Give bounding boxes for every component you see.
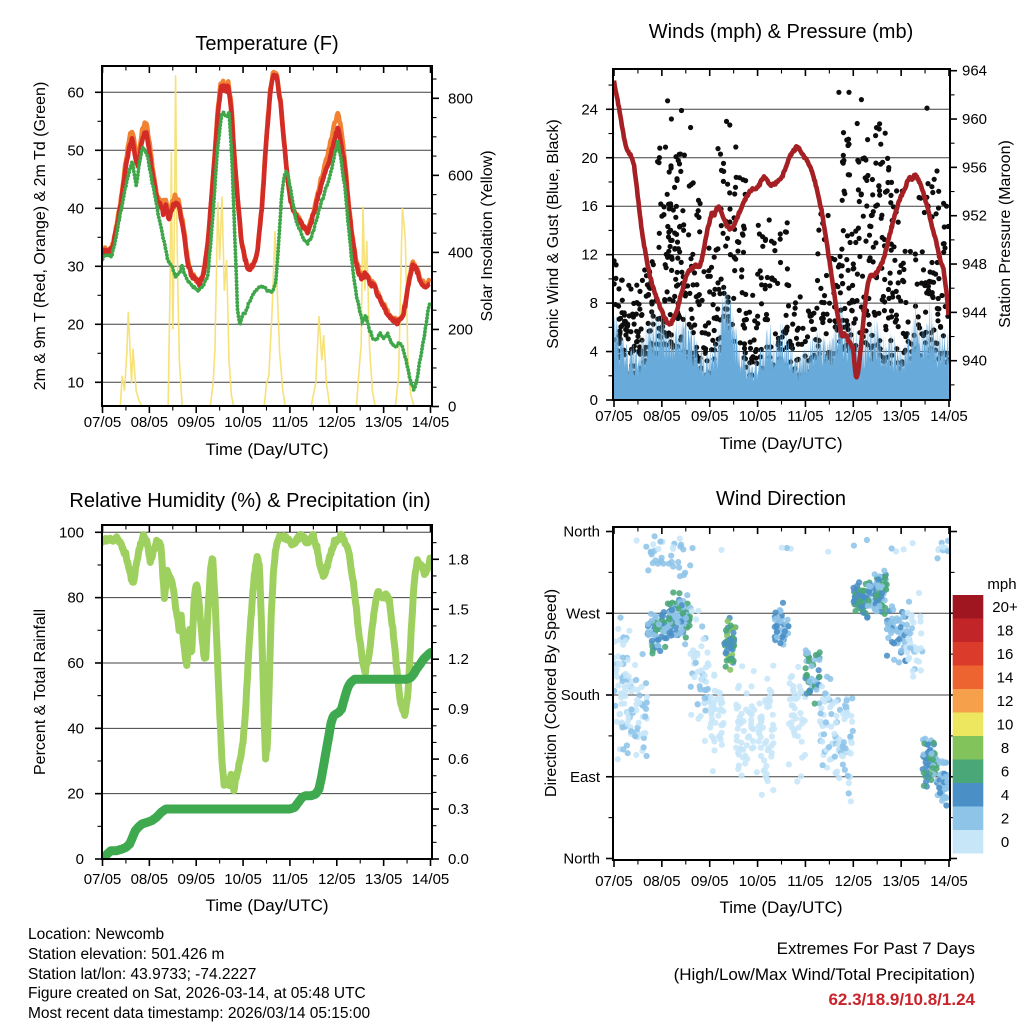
temperature-series [103,72,431,406]
x-tick: 12/05 [318,414,356,431]
y-right-axis-label: Solar Insolation (Yellow) [479,150,496,322]
colorbar-level-label: 8 [1000,739,1010,757]
y-left-axis-label: 2m & 9m T (Red, Orange) & 2m Td (Green) [32,81,49,391]
y-left-tick: 24 [581,101,598,119]
x-tick: 07/05 [83,414,122,431]
x-tick: 12/05 [834,408,873,425]
colorbar-swatch [953,830,984,854]
extremes-summary [674,936,975,1013]
y-left-tick: 10 [67,374,84,392]
x-tick: 13/05 [364,871,403,888]
y-right-tick: 800 [448,90,474,108]
x-tick: 07/05 [83,871,122,888]
colorbar-level-label: 12 [996,692,1014,710]
y-right-tick: 1.8 [448,551,469,569]
y-left-tick: 100 [58,524,84,542]
x-tick: 10/05 [738,408,777,425]
y-right-tick: 200 [448,321,474,339]
station-info [28,925,370,1024]
y-left-tick: 0 [589,392,598,409]
panel-wind-direction [543,488,1018,917]
x-tick: 11/05 [271,414,309,431]
extremes-values: 62.3/18.9/10.8/1.24 [828,990,975,1009]
speed-colorbar [953,576,1018,854]
y-left-tick: 40 [67,720,84,738]
colorbar-swatch [953,760,984,784]
y-right-tick: 0.6 [448,751,469,769]
y-left-tick: 30 [67,258,84,276]
x-tick: 10/05 [224,414,262,431]
colorbar-level-label: 14 [996,669,1014,687]
colorbar-swatch [953,619,984,643]
direction-dots [611,533,951,808]
x-tick: 08/05 [130,871,169,888]
colorbar-level-label: 20+ [992,598,1018,616]
x-tick: 10/05 [224,871,262,888]
winds-series [612,81,952,400]
y-right-tick: 960 [962,111,988,129]
colorbar-swatch [953,642,984,666]
x-tick: 12/05 [834,873,873,890]
colorbar-level-label: 16 [996,645,1014,663]
y-left-tick: 20 [581,149,598,167]
y-direction-tick: North [563,850,600,868]
y-left-tick: 60 [67,654,84,672]
colorbar-unit-label: mph [987,576,1017,593]
colorbar-swatch [953,595,984,619]
y-left-tick: 40 [67,200,84,218]
x-tick: 11/05 [271,871,309,888]
y-right-tick: 400 [448,244,474,262]
y-left-tick: 80 [67,589,84,607]
colorbar-swatch [953,689,984,713]
y-left-axis-label: Percent & Total Rainfall [32,608,49,776]
x-tick: 13/05 [364,414,403,431]
y-left-tick: 16 [581,198,598,216]
x-tick: 08/05 [130,414,169,431]
y-direction-tick: East [569,768,600,786]
y-right-tick: 964 [962,62,988,80]
panel-temperature [32,33,496,459]
panel-title: Winds (mph) & Pressure (mb) [648,21,914,43]
y-left-tick: 50 [67,142,84,160]
temp-9m-line [103,72,430,321]
x-tick: 11/05 [787,873,824,890]
x-tick: 13/05 [882,873,920,890]
y-right-tick: 944 [962,304,988,322]
y-right-tick: 1.2 [448,651,469,669]
y-left-tick: 12 [581,246,598,264]
x-tick: 14/05 [411,871,450,888]
figure-created: Figure created on Sat, 2026-03-14, at 05:48 UTC [28,985,366,1003]
y-left-tick: 60 [67,84,84,102]
y-right-tick: 0.0 [448,851,469,868]
colorbar-level-label: 2 [1000,810,1010,828]
y-right-tick: 956 [962,159,988,177]
y-right-tick: 940 [962,352,988,370]
y-right-tick: 0 [448,398,457,416]
station-elevation: Station elevation: 501.426 m [28,945,225,963]
y-right-tick: 600 [448,167,474,185]
x-tick: 07/05 [595,408,633,425]
colorbar-swatch [953,783,984,807]
colorbar-level-label: 18 [996,622,1014,640]
y-right-tick: 948 [962,256,988,274]
y-direction-tick: North [563,523,600,541]
panel-winds-pressure [545,21,1014,453]
x-tick: 08/05 [643,408,681,425]
y-right-tick: 952 [962,207,988,225]
colorbar-swatch [953,713,984,737]
y-right-tick: 0.3 [448,801,469,819]
extremes-title: Extremes For Past 7 Days [776,939,975,958]
x-tick: 14/05 [930,408,968,425]
x-tick: 09/05 [177,414,215,431]
extremes-subtitle: (High/Low/Max Wind/Total Precipitation) [673,964,975,984]
y-left-tick: 20 [67,785,84,803]
x-tick: 10/05 [738,873,777,890]
x-tick: 08/05 [643,873,681,890]
y-right-tick: 0.9 [448,701,469,719]
x-tick: 07/05 [595,873,633,890]
y-left-tick: 20 [67,316,84,334]
colorbar-level-label: 0 [1000,833,1010,851]
colorbar-level-label: 4 [1000,786,1010,804]
data-timestamp: Most recent data timestamp: 2026/03/14 05:15:00 [28,1005,371,1023]
x-tick: 12/05 [318,871,356,888]
y-direction-tick: South [560,687,600,704]
colorbar-level-label: 6 [1000,763,1010,781]
colorbar-level-label: 10 [996,716,1014,734]
y-left-tick: 4 [589,343,598,361]
x-axis-label: Time (Day/UTC) [719,898,843,917]
x-tick: 14/05 [411,414,450,431]
panel-humidity-precip [32,490,469,915]
x-tick: 11/05 [787,408,824,425]
y-axis-label: Direction (Colored By Speed) [543,588,560,798]
panel-title: Relative Humidity (%) & Precipitation (in) [69,490,431,512]
y-left-tick: 0 [75,851,84,868]
y-right-tick: 1.5 [448,601,469,619]
x-tick: 14/05 [930,873,968,890]
x-axis-label: Time (Day/UTC) [719,434,843,453]
y-direction-tick: West [566,605,600,623]
x-axis-label: Time (Day/UTC) [205,896,329,915]
x-axis-label: Time (Day/UTC) [205,440,329,459]
x-tick: 09/05 [690,873,729,890]
y-left-axis-label: Sonic Wind & Gust (Blue, Black) [545,119,562,349]
y-left-tick: 8 [589,295,598,313]
x-tick: 09/05 [690,408,729,425]
station-location: Location: Newcomb [28,926,165,943]
x-tick: 13/05 [882,408,920,425]
panel-title: Temperature (F) [195,33,339,55]
colorbar-swatch [953,736,984,760]
y-right-axis-label: Station Pressure (Maroon) [997,140,1014,328]
panel-title: Wind Direction [715,488,847,510]
colorbar-swatch [953,666,984,690]
x-tick: 09/05 [177,871,215,888]
humidity-series [103,534,431,859]
colorbar-swatch [953,807,984,831]
station-latlon: Station lat/lon: 43.9733; -74.2227 [28,965,257,983]
